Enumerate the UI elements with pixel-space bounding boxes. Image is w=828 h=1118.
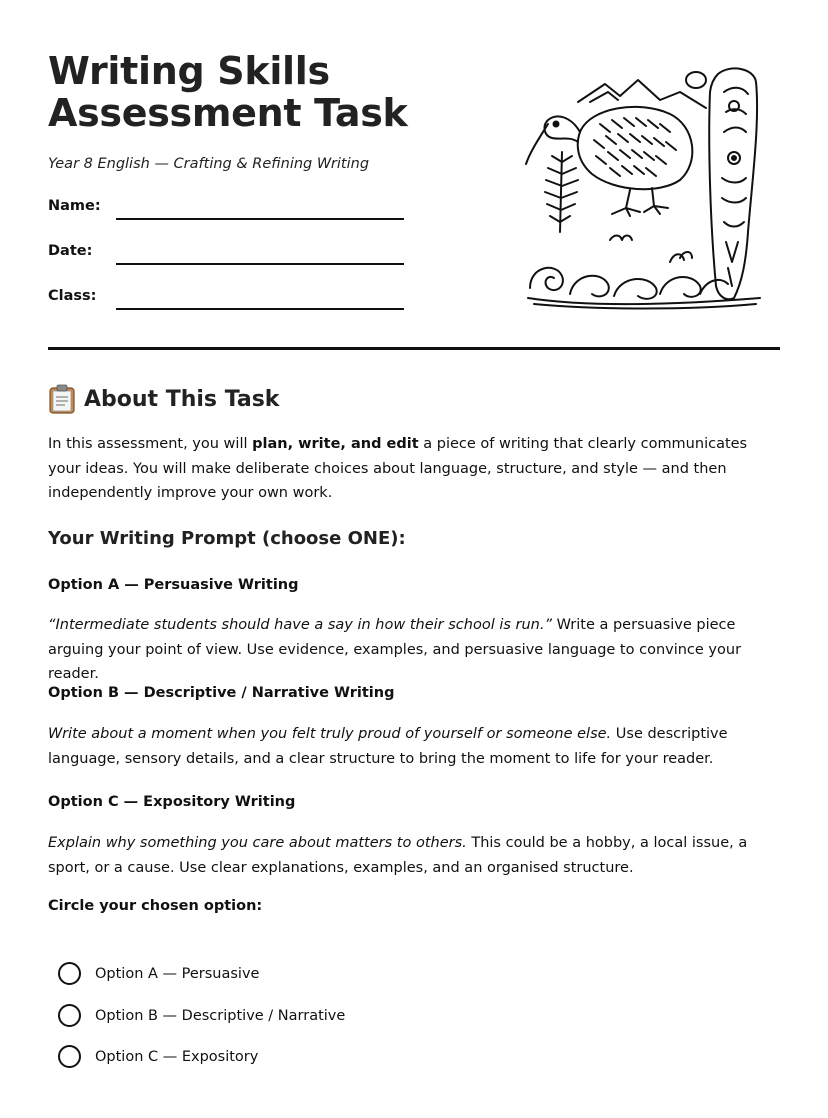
about-intro-bold: plan, write, and edit — [252, 436, 419, 452]
page-title — [48, 50, 488, 134]
option-a-text: Write a persuasive piece arguing your point of view. Use evidence, examples, and persuasive language to convince your reader. — [48, 617, 742, 682]
option-a-quote: “Intermediate students should have a say in how their school is run.” — [48, 617, 552, 633]
option-b-description — [48, 722, 780, 771]
option-b-heading: Option B — Descriptive / Narrative Writing — [48, 685, 395, 701]
title-line-2: Assessment Task — [48, 91, 408, 135]
class-field[interactable] — [48, 288, 404, 304]
option-b-text: Use descriptive language, sensory details, and a clear structure to bring the moment to life for your reader. — [48, 726, 728, 767]
class-field-label: Class: — [48, 288, 97, 304]
option-a-description — [48, 613, 780, 687]
choice-option-a[interactable] — [58, 962, 259, 985]
option-b-quote: Write about a moment when you felt truly proud of yourself or someone else. — [48, 726, 612, 742]
option-c-text: This could be a hobby, a local issue, a sport, or a cause. Use clear explanations, examples, and an organised structure. — [48, 835, 748, 876]
date-field-label: Date: — [48, 243, 93, 259]
header-divider — [48, 347, 780, 350]
date-field-line[interactable] — [116, 263, 404, 265]
date-field[interactable] — [48, 243, 404, 259]
choice-option-a-label: Option A — Persuasive — [95, 965, 260, 982]
name-field-line[interactable] — [116, 218, 404, 220]
about-heading-text: About This Task — [84, 386, 280, 412]
choice-option-b-label: Option B — Descriptive / Narrative — [95, 1007, 346, 1024]
choice-option-c[interactable] — [58, 1045, 258, 1068]
option-c-description — [48, 831, 780, 880]
option-c-heading: Option C — Expository Writing — [48, 794, 296, 810]
about-intro-before: In this assessment, you will — [48, 436, 253, 452]
name-field[interactable] — [48, 198, 404, 214]
about-heading — [48, 384, 279, 414]
option-c-quote: Explain why something you care about matters to others. — [48, 835, 467, 851]
about-intro-after: a piece of writing that clearly communicates your ideas. You will make deliberate choices about language, structure, and style — and then independently improve your own work. — [48, 436, 748, 501]
prompt-heading: Your Writing Prompt (choose ONE): — [48, 528, 406, 549]
radio-circle-icon[interactable] — [58, 1004, 81, 1027]
choice-option-b[interactable] — [58, 1004, 345, 1027]
choose-heading: Circle your chosen option: — [48, 898, 263, 914]
choice-option-c-label: Option C — Expository — [95, 1048, 259, 1065]
clipboard-icon — [48, 384, 76, 414]
class-field-line[interactable] — [116, 308, 404, 310]
radio-circle-icon[interactable] — [58, 1045, 81, 1068]
option-a-heading: Option A — Persuasive Writing — [48, 577, 299, 593]
radio-circle-icon[interactable] — [58, 962, 81, 985]
kiwi-bird-illustration — [520, 62, 770, 310]
page-subtitle: Year 8 English — Crafting & Refining Writing — [48, 156, 370, 172]
about-intro — [48, 432, 780, 506]
name-field-label: Name: — [48, 198, 101, 214]
title-line-1: Writing Skills — [48, 49, 330, 93]
